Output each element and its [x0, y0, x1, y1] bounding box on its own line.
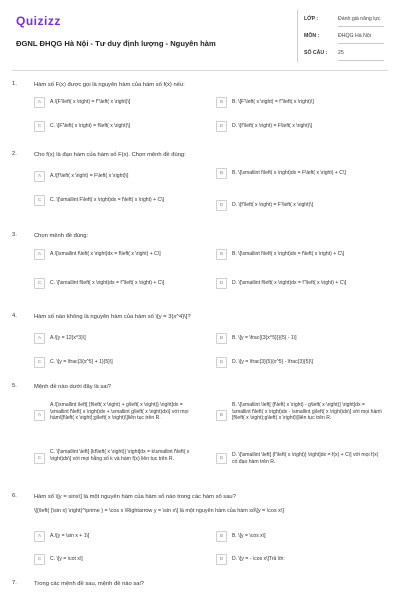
meta-underline [338, 60, 384, 61]
question-text: Hàm số \[y = sinx\] là một nguyên hàm của hàm số nào trong các hàm số sau? [34, 494, 236, 500]
option-letter: B [216, 249, 227, 260]
question-number: 5. [12, 383, 17, 389]
option-text: D. \[y = - \cos x\]Trả lời: [232, 556, 285, 563]
option-a[interactable] [34, 249, 204, 260]
option-b[interactable] [216, 531, 386, 542]
question-number: 6. [12, 493, 17, 499]
option-text: C. \[y = \frac{3{x^5} + 1}{5}\] [50, 359, 113, 366]
option-text: D. \[f'\left( x \right) = F\left( x \right)\] [232, 123, 313, 130]
option-a[interactable] [34, 333, 204, 344]
option-text: A.\[f'\left( x \right) = F\left( x \right)\] [50, 173, 129, 180]
question-number: 1. [12, 81, 17, 87]
option-text: D. \[f'\left( x \right) = F'\left( x \right)\] [232, 202, 314, 209]
option-text: C. \[y = \cot x\] [50, 556, 83, 563]
option-letter: A [34, 249, 45, 260]
option-b[interactable] [216, 97, 386, 108]
question-text: Chọn mệnh đề đúng: [34, 233, 89, 239]
question-text: Cho f(x) là đạo hàm của hàm số F(x). Chọn mệnh đề đúng: [34, 152, 186, 158]
option-c[interactable] [34, 121, 204, 132]
option-letter: A [34, 531, 45, 542]
option-letter: D [216, 200, 227, 211]
question-text: Hàm số nào không là nguyên hàm của hàm số \[y = 3{x^4}\]? [34, 314, 191, 320]
option-letter: D [216, 554, 227, 565]
option-a[interactable] [34, 97, 204, 108]
option-text: B. \[F'\left( x \right) = f''\left( x \right)\] [232, 99, 314, 106]
option-c[interactable] [34, 278, 204, 289]
option-letter: C [34, 278, 45, 289]
option-letter: D [216, 357, 227, 368]
option-letter: C [34, 121, 45, 132]
question-number: 4. [12, 313, 17, 319]
option-letter: A [34, 410, 45, 421]
meta-row-class [304, 10, 388, 27]
option-d[interactable] [216, 357, 386, 368]
option-letter: D [216, 453, 227, 464]
option-c[interactable] [34, 195, 204, 206]
meta-value: Đánh giá năng lực [338, 16, 381, 22]
meta-row-subject [304, 27, 388, 44]
option-text: A.\[F'\left( x \right) = f''\left( x \right)\] [50, 99, 131, 106]
meta-value: 25 [338, 50, 344, 56]
worksheet-header [12, 10, 388, 62]
header-divider [12, 70, 388, 71]
quizizz-logo [16, 14, 61, 28]
worksheet-title: ĐGNL ĐHQG Hà Nội - Tư duy định lượng - Nguyên hàm [16, 39, 216, 48]
option-text: D. \[\smallint f\left( x \right)dx = f''\left( x \right) + C\] [232, 280, 347, 287]
question-text: Trong các mệnh đề sau, mệnh đề nào sai? [34, 581, 144, 587]
option-d[interactable] [216, 278, 386, 289]
question-number: 7. [12, 580, 17, 586]
question-explanation: \[{\left( {\sin x} \right)^\prime } = \cos x \Rightarrow y = \sin x\] là một nguyên hàm của hàm số\[y = \cos x\] [34, 508, 284, 514]
brand-name: Quizizz [16, 14, 61, 28]
option-a[interactable] [34, 402, 206, 422]
option-letter: A [34, 171, 45, 182]
option-letter: B [216, 531, 227, 542]
option-letter: D [216, 278, 227, 289]
option-letter: B [216, 168, 227, 179]
option-b[interactable] [216, 333, 386, 344]
option-b[interactable] [216, 168, 386, 179]
option-d[interactable] [216, 554, 386, 565]
option-text: C. \[\smallint f\left( x \right)dx = f''\left( x \right) + C\] [50, 280, 165, 287]
option-c[interactable] [34, 449, 206, 464]
option-letter: C [34, 195, 45, 206]
option-text: B. \[\smallint \left[ {f\left( x \right) - g\left( x \right)} \right]dx = \smallint f\left( x \right)dx - \smallint g\left( x \right)dx\] với mọi hàm\[f\left( x \right);g\left( x \right)\]liên tục trên R. [232, 402, 382, 422]
option-text: B. \[y = \cos x\] [232, 533, 266, 540]
option-text: C. \[F'\left( x \right) = f\left( x \right)\] [50, 123, 131, 130]
option-letter: C [34, 357, 45, 368]
meta-value: ĐHQG Hà Nội [338, 33, 371, 39]
option-text: A.\[y = \sin x + 1\] [50, 533, 90, 540]
option-letter: C [34, 453, 45, 464]
option-letter: B [216, 410, 227, 421]
option-b[interactable] [216, 249, 386, 260]
meta-row-count [304, 44, 388, 61]
question-text: Mệnh đề nào dưới đây là sai? [34, 384, 111, 390]
option-text: A.\[y = 12{x^3}\] [50, 335, 86, 342]
option-letter: D [216, 121, 227, 132]
option-c[interactable] [34, 357, 204, 368]
question-text: Hàm số F(x) được gọi là nguyên hàm của hàm số f(x) nếu: [34, 82, 185, 88]
option-text: D. \[y = \frac{3}{5}{x^5} - \frac{3}{5}\] [232, 359, 313, 366]
option-letter: A [34, 97, 45, 108]
option-letter: A [34, 333, 45, 344]
option-letter: C [34, 554, 45, 565]
option-c[interactable] [34, 554, 204, 565]
option-d[interactable] [216, 121, 386, 132]
option-a[interactable] [34, 171, 204, 182]
option-text: C. \[\smallint \left[ {kf\left( x \right)} \right]dx = k\smallint f\left( x \right)dx\] với mọi hằng số k và hàm f(x) liên tục trên R. [50, 449, 190, 462]
option-text: A.\[\smallint \left[ {f\left( x \right) + g\left( x \right)} \right]dx = \smallint f\left( x \right)dx + \smallint g\left( x \right)dx\] với mọi hàm\[f\left( x \right);g\left( x \right)\]liên tục trên R. [50, 402, 189, 422]
meta-box [297, 10, 388, 62]
question-number: 2. [12, 151, 17, 157]
option-text: B. \[\smallint f\left( x \right)dx = F\left( x \right) + C\] [232, 170, 346, 177]
option-d[interactable] [216, 452, 388, 465]
option-text: B. \[y = \frac{{3{x^5}}}{5} - 1\] [232, 335, 297, 342]
option-a[interactable] [34, 531, 204, 542]
option-letter: B [216, 97, 227, 108]
option-text: B. \[\smallint f\left( x \right)dx = f\left( x \right) + C\] [232, 251, 345, 258]
option-text: C. \[\smallint F\left( x \right)dx = f\left( x \right) + C\] [50, 197, 165, 204]
option-letter: B [216, 333, 227, 344]
option-b[interactable] [216, 402, 388, 422]
meta-key: SỐ CÂU : [304, 50, 328, 56]
option-d[interactable] [216, 200, 386, 211]
option-text: A.\[\smallint f\left( x \right)dx = f\left( x \right) + C\] [50, 251, 161, 258]
meta-key: MÔN : [304, 33, 320, 39]
question-number: 3. [12, 232, 17, 238]
option-text: D. \[\smallint \left[ {f'\left( x \right)} \right]dx = f(x) + C\] với mọi f(x) có đạo hàm trên R. [232, 452, 379, 465]
meta-key: LỚP : [304, 16, 319, 22]
